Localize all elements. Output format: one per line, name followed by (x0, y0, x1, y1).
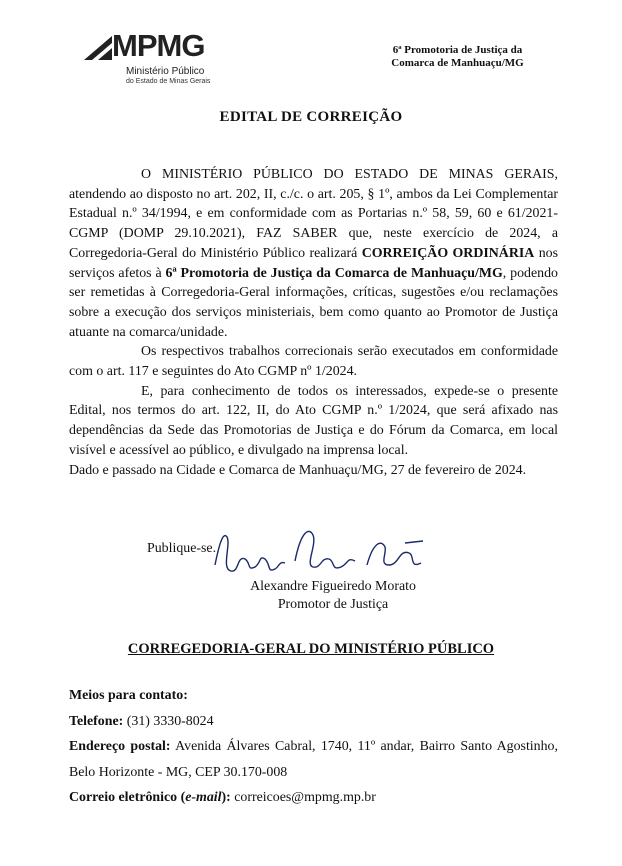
contact-email (69, 785, 558, 811)
logo-subtitle: Ministério Público (126, 66, 205, 77)
p1-bold-1: CORREIÇÃO ORDINÁRIA (361, 245, 535, 261)
phone-label: Telefone: (69, 713, 124, 729)
signatory-name: Alexandre Figueiredo Morato (250, 579, 416, 594)
contact-address (69, 734, 558, 785)
document-body (69, 165, 558, 480)
contact-heading (69, 683, 558, 709)
phone-value: (31) 3330-8024 (126, 713, 214, 729)
p1-bold-2: 6ª Promotoria de Justiça da Comarca de Manhuaçu/MG (165, 265, 503, 281)
document-title: EDITAL DE CORREIÇÃO (219, 109, 403, 125)
signature-block (147, 535, 467, 615)
address-value: Avenida Álvares Cabral, 1740, 11º andar, Bairro Santo Agostinho, Belo Horizonte - MG, CEP 30.170-008 (69, 739, 558, 780)
paragraph-4: Dado e passado na Cidade e Comarca de Manhuaçu/MG, 27 de fevereiro de 2024. (69, 462, 527, 478)
email-label-a: Correio eletrônico ( (69, 790, 186, 805)
logo-brand: MPMG (112, 28, 205, 63)
paragraph-3: E, para conhecimento de todos os interessados, expede-se o presente Edital, nos termos do art. 122, II, do Ato CGMP n.º 1/2024, que será afixado nas dependências da Sede das Promotorias de Justiça e do Fórum da Comarca, em local visível e acessível ao público, e divulgado na imprensa local. (69, 383, 558, 458)
paragraph-1 (69, 165, 558, 342)
email-label-b: e-mail (185, 790, 222, 805)
mpmg-triangle-icon (82, 34, 116, 62)
signatory-role: Promotor de Justiça (277, 597, 389, 612)
unit-line-2: Comarca de Manhuaçu/MG (391, 57, 524, 69)
address-label: Endereço postal: (69, 739, 171, 754)
email-label (69, 790, 231, 805)
contact-heading-text: Meios para contato: (69, 688, 188, 703)
corregedoria-heading: CORREGEDORIA-GERAL DO MINISTÉRIO PÚBLICO (127, 641, 495, 657)
publique-se: Publique-se. (147, 541, 217, 556)
paragraph-2: Os respectivos trabalhos correcionais serão executados em conformidade com o art. 117 e seguintes do Ato CGMP nº 1/2024. (69, 344, 558, 380)
p1-text-c: , podendo ser remetidas à Corregedoria-Geral informações, críticas, sugestões e/ou reclamações sobre a execução dos serviços ministeriais, bem como quanto ao Promotor de Justiça atuante na comarca/unidade. (69, 265, 558, 340)
contact-section (69, 683, 558, 811)
p1-text-b: nos serviços afetos à (69, 245, 558, 281)
handwritten-signature (209, 525, 429, 585)
contact-phone (69, 709, 558, 735)
unit-line-1: 6ª Promotoria de Justiça da (392, 44, 523, 56)
email-link[interactable]: correicoes@mpmg.mp.br (234, 790, 376, 805)
promotoria-header (370, 44, 545, 70)
mpmg-logo (82, 28, 222, 88)
logo-subtitle-small: do Estado de Minas Gerais (126, 78, 211, 85)
p1-text-a: O MINISTÉRIO PÚBLICO DO ESTADO DE MINAS GERAIS, atendendo ao disposto no art. 202, II, c./c. o art. 205, § 1º, ambos da Lei Complementar Estadual n.º 34/1994, e em conformidade com as Portarias n.º 58, 59, 60 e 61/2021-CGMP (DOMP 29.10.2021), FAZ SABER que, neste exercício de 2024, a Corregedoria-Geral do Ministério Público realizará (69, 167, 558, 261)
email-label-c: ): (221, 790, 231, 805)
